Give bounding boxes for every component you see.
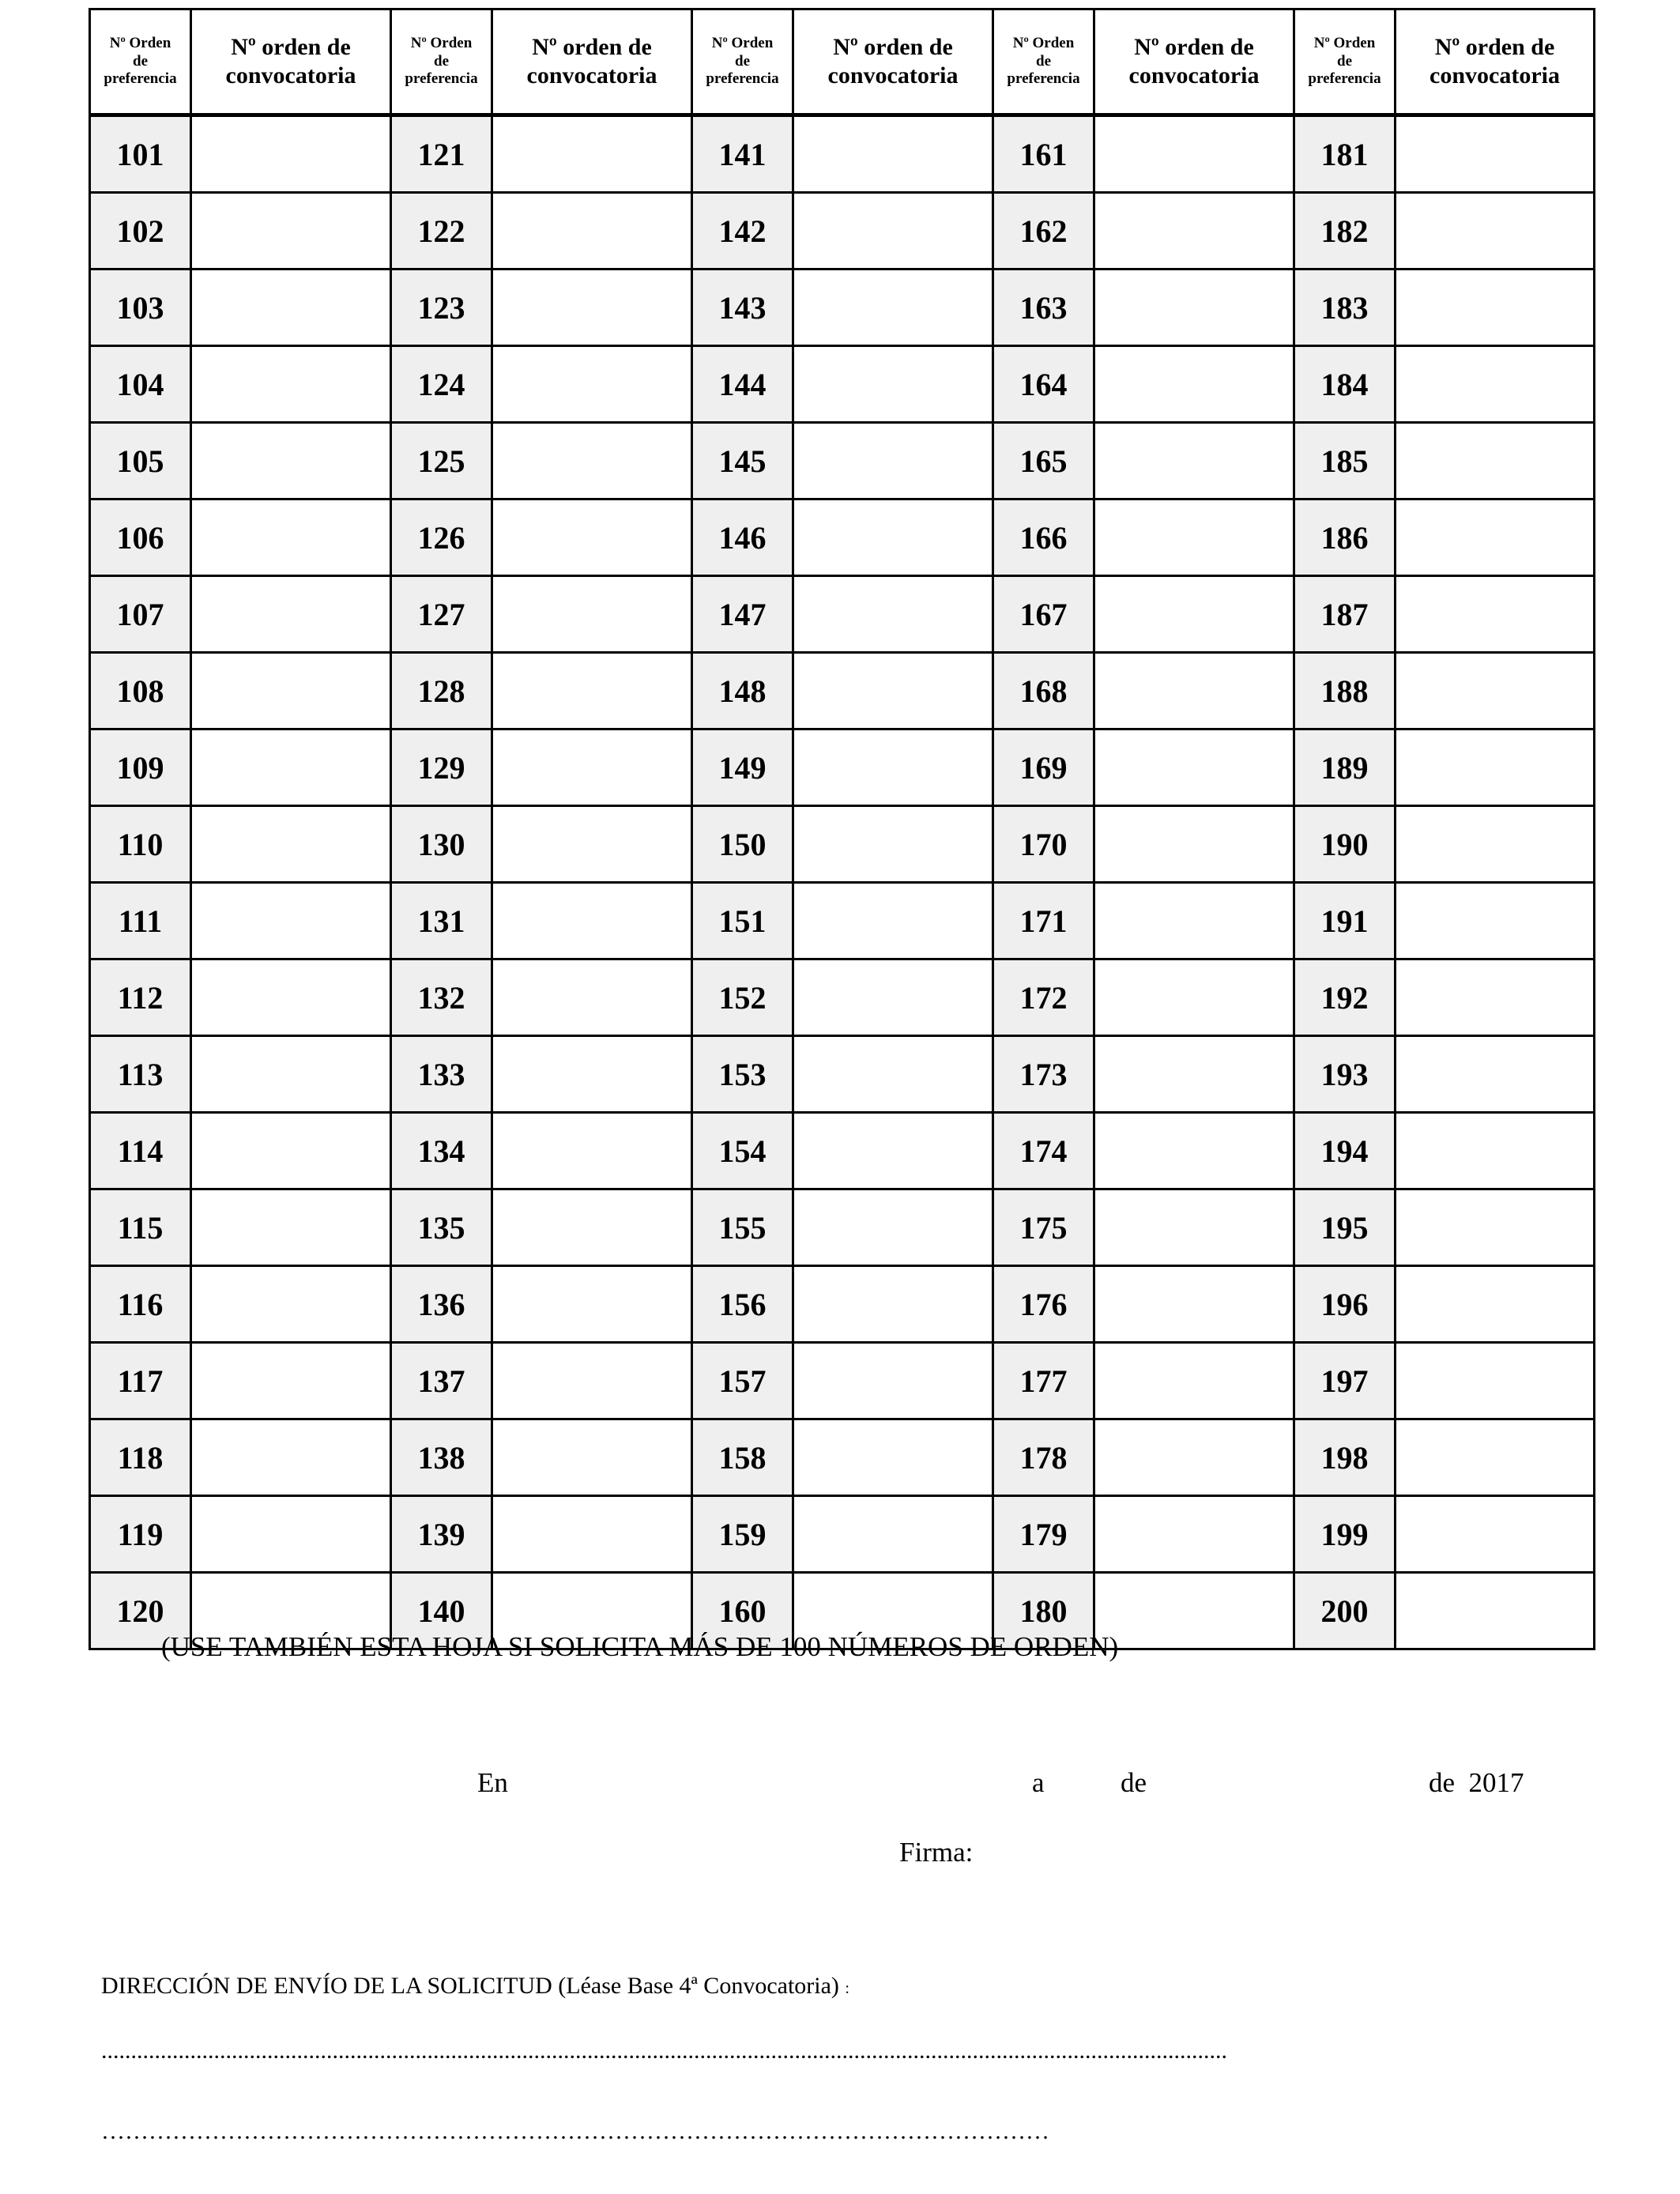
preference-number-cell: 101 [90,115,191,193]
convocatoria-entry-cell[interactable] [1094,653,1294,729]
table-row [90,1496,1595,1573]
preference-number-cell: 111 [90,883,191,959]
preference-number-cell: 168 [993,653,1094,729]
table-row [90,193,1595,270]
preference-number-cell: 122 [391,193,492,270]
table-row [90,270,1595,346]
convocatoria-entry-cell[interactable] [793,1419,993,1496]
table-row [90,115,1595,193]
preference-number-cell: 178 [993,1419,1094,1496]
preference-number-cell: 169 [993,729,1094,806]
convocatoria-entry-cell[interactable] [793,653,993,729]
header-orden-preferencia: Nº Orden de preferencia [90,9,191,115]
convocatoria-entry-cell[interactable] [191,115,391,193]
preference-number-cell: 130 [391,806,492,883]
convocatoria-entry-cell[interactable] [1094,1189,1294,1266]
preference-number-cell: 148 [692,653,793,729]
preference-number-cell: 103 [90,270,191,346]
preference-number-cell: 191 [1294,883,1396,959]
convocatoria-entry-cell[interactable] [191,806,391,883]
convocatoria-entry-cell[interactable] [492,115,692,193]
convocatoria-entry-cell[interactable] [1094,806,1294,883]
convocatoria-entry-cell[interactable] [793,423,993,499]
preference-number-cell: 170 [993,806,1094,883]
preference-number-cell: 140 [391,1573,492,1649]
preference-number-cell: 156 [692,1266,793,1343]
preference-number-cell: 184 [1294,346,1396,423]
convocatoria-entry-cell[interactable] [793,1036,993,1113]
preference-number-cell: 150 [692,806,793,883]
convocatoria-entry-cell[interactable] [1396,423,1595,499]
convocatoria-entry-cell[interactable] [1094,270,1294,346]
convocatoria-entry-cell[interactable] [492,1036,692,1113]
preference-number-cell: 136 [391,1266,492,1343]
convocatoria-entry-cell[interactable] [1396,1189,1595,1266]
preference-number-cell: 173 [993,1036,1094,1113]
convocatoria-entry-cell[interactable] [492,499,692,576]
preference-number-cell: 106 [90,499,191,576]
preference-number-cell: 123 [391,270,492,346]
convocatoria-entry-cell[interactable] [191,1343,391,1419]
convocatoria-entry-cell[interactable] [1396,653,1595,729]
convocatoria-entry-cell[interactable] [1396,1266,1595,1343]
convocatoria-entry-cell[interactable] [1094,1266,1294,1343]
preference-number-cell: 174 [993,1113,1094,1189]
convocatoria-entry-cell[interactable] [492,806,692,883]
table-row [90,1343,1595,1419]
preference-number-cell: 137 [391,1343,492,1419]
preference-number-cell: 181 [1294,115,1396,193]
convocatoria-entry-cell[interactable] [1396,270,1595,346]
convocatoria-entry-cell[interactable] [492,423,692,499]
table-row [90,883,1595,959]
header-orden-convocatoria: Nº orden de convocatoria [492,9,692,115]
convocatoria-entry-cell[interactable] [191,193,391,270]
table-row [90,1419,1595,1496]
table-header-row [90,9,1595,115]
table-row [90,806,1595,883]
preference-number-cell: 180 [993,1573,1094,1649]
convocatoria-entry-cell[interactable] [1396,883,1595,959]
preference-number-cell: 151 [692,883,793,959]
preference-number-cell: 177 [993,1343,1094,1419]
preference-number-cell: 125 [391,423,492,499]
preference-number-cell: 183 [1294,270,1396,346]
table-row [90,729,1595,806]
convocatoria-entry-cell[interactable] [191,1266,391,1343]
convocatoria-entry-cell[interactable] [492,1266,692,1343]
convocatoria-entry-cell[interactable] [793,576,993,653]
preference-number-cell: 129 [391,729,492,806]
preference-number-cell: 159 [692,1496,793,1573]
convocatoria-entry-cell[interactable] [793,499,993,576]
preference-number-cell: 124 [391,346,492,423]
convocatoria-entry-cell[interactable] [191,959,391,1036]
preference-number-cell: 139 [391,1496,492,1573]
convocatoria-entry-cell[interactable] [1094,115,1294,193]
header-orden-convocatoria: Nº orden de convocatoria [1094,9,1294,115]
preference-number-cell: 190 [1294,806,1396,883]
preference-table [89,8,1595,1650]
preference-number-cell: 160 [692,1573,793,1649]
preference-number-cell: 135 [391,1189,492,1266]
preference-number-cell: 197 [1294,1343,1396,1419]
convocatoria-entry-cell[interactable] [191,1036,391,1113]
preference-number-cell: 117 [90,1343,191,1419]
preference-number-cell: 179 [993,1496,1094,1573]
preference-number-cell: 195 [1294,1189,1396,1266]
preference-number-cell: 185 [1294,423,1396,499]
convocatoria-entry-cell[interactable] [191,653,391,729]
address-label-colon: : [845,1980,849,1997]
address-label-text: DIRECCIÓN DE ENVÍO DE LA SOLICITUD (Léase Base 4ª Convocatoria) [101,1973,839,1999]
convocatoria-entry-cell[interactable] [1396,959,1595,1036]
preference-number-cell: 189 [1294,729,1396,806]
convocatoria-entry-cell[interactable] [1396,1343,1595,1419]
preference-number-cell: 126 [391,499,492,576]
preference-number-cell: 114 [90,1113,191,1189]
convocatoria-entry-cell[interactable] [191,729,391,806]
convocatoria-entry-cell[interactable] [1094,193,1294,270]
convocatoria-entry-cell[interactable] [1094,959,1294,1036]
preference-number-cell: 133 [391,1036,492,1113]
convocatoria-entry-cell[interactable] [1396,1496,1595,1573]
preference-number-cell: 193 [1294,1036,1396,1113]
preference-number-cell: 200 [1294,1573,1396,1649]
preference-number-cell: 134 [391,1113,492,1189]
preference-number-cell: 144 [692,346,793,423]
preference-number-cell: 175 [993,1189,1094,1266]
convocatoria-entry-cell[interactable] [492,1343,692,1419]
preference-number-cell: 147 [692,576,793,653]
date-year-label: de 2017 [1429,1767,1524,1798]
convocatoria-entry-cell[interactable] [1094,1419,1294,1496]
preference-number-cell: 121 [391,115,492,193]
table-row [90,423,1595,499]
convocatoria-entry-cell[interactable] [1094,1573,1294,1649]
date-a-label: a [1032,1767,1045,1798]
convocatoria-entry-cell[interactable] [492,959,692,1036]
preference-number-cell: 182 [1294,193,1396,270]
preference-number-cell: 152 [692,959,793,1036]
preference-number-cell: 188 [1294,653,1396,729]
convocatoria-entry-cell[interactable] [1094,499,1294,576]
convocatoria-entry-cell[interactable] [492,883,692,959]
address-label [101,1973,849,2000]
header-orden-convocatoria: Nº orden de convocatoria [1396,9,1595,115]
preference-number-cell: 167 [993,576,1094,653]
convocatoria-entry-cell[interactable] [793,883,993,959]
preference-number-cell: 132 [391,959,492,1036]
preference-number-cell: 196 [1294,1266,1396,1343]
convocatoria-entry-cell[interactable] [1094,576,1294,653]
convocatoria-entry-cell[interactable] [793,1113,993,1189]
convocatoria-entry-cell[interactable] [1094,883,1294,959]
convocatoria-entry-cell[interactable] [492,653,692,729]
convocatoria-entry-cell[interactable] [191,1419,391,1496]
preference-number-cell: 192 [1294,959,1396,1036]
convocatoria-entry-cell[interactable] [492,729,692,806]
convocatoria-entry-cell[interactable] [1094,346,1294,423]
preference-number-cell: 161 [993,115,1094,193]
convocatoria-entry-cell[interactable] [1396,806,1595,883]
convocatoria-entry-cell[interactable] [1396,499,1595,576]
convocatoria-entry-cell[interactable] [191,423,391,499]
convocatoria-entry-cell[interactable] [793,1189,993,1266]
convocatoria-entry-cell[interactable] [1094,1036,1294,1113]
preference-number-cell: 186 [1294,499,1396,576]
preference-number-cell: 131 [391,883,492,959]
convocatoria-entry-cell[interactable] [492,576,692,653]
preference-number-cell: 138 [391,1419,492,1496]
table-row [90,959,1595,1036]
header-orden-preferencia: Nº Orden de preferencia [1294,9,1396,115]
preference-number-cell: 154 [692,1113,793,1189]
preference-number-cell: 108 [90,653,191,729]
convocatoria-entry-cell[interactable] [793,193,993,270]
header-orden-convocatoria: Nº orden de convocatoria [793,9,993,115]
convocatoria-entry-cell[interactable] [1396,115,1595,193]
preference-number-cell: 153 [692,1036,793,1113]
table-row [90,576,1595,653]
preference-number-cell: 164 [993,346,1094,423]
convocatoria-entry-cell[interactable] [492,270,692,346]
convocatoria-entry-cell[interactable] [492,1419,692,1496]
date-en-label: En [477,1767,508,1798]
preference-number-cell: 176 [993,1266,1094,1343]
preference-number-cell: 115 [90,1189,191,1266]
convocatoria-entry-cell[interactable] [1396,729,1595,806]
preference-number-cell: 142 [692,193,793,270]
preference-number-cell: 163 [993,270,1094,346]
preference-number-cell: 149 [692,729,793,806]
preference-number-cell: 199 [1294,1496,1396,1573]
preference-number-cell: 194 [1294,1113,1396,1189]
table-row [90,1113,1595,1189]
table-row [90,653,1595,729]
convocatoria-entry-cell[interactable] [1396,1113,1595,1189]
preference-number-cell: 141 [692,115,793,193]
preference-number-cell: 110 [90,806,191,883]
preference-number-cell: 116 [90,1266,191,1343]
preference-number-cell: 165 [993,423,1094,499]
convocatoria-entry-cell[interactable] [793,1343,993,1419]
convocatoria-entry-cell[interactable] [793,346,993,423]
convocatoria-entry-cell[interactable] [492,346,692,423]
convocatoria-entry-cell[interactable] [191,1113,391,1189]
convocatoria-entry-cell[interactable] [1396,1419,1595,1496]
table-row [90,499,1595,576]
preference-number-cell: 128 [391,653,492,729]
preference-number-cell: 187 [1294,576,1396,653]
convocatoria-entry-cell[interactable] [492,1189,692,1266]
convocatoria-entry-cell[interactable] [1094,1496,1294,1573]
preference-number-cell: 105 [90,423,191,499]
header-orden-preferencia: Nº Orden de preferencia [993,9,1094,115]
convocatoria-entry-cell[interactable] [1094,1113,1294,1189]
preference-number-cell: 104 [90,346,191,423]
convocatoria-entry-cell[interactable] [191,883,391,959]
preference-number-cell: 119 [90,1496,191,1573]
date-de-label: de [1121,1767,1147,1798]
convocatoria-entry-cell[interactable] [1396,1036,1595,1113]
preference-number-cell: 120 [90,1573,191,1649]
convocatoria-entry-cell[interactable] [492,1496,692,1573]
convocatoria-entry-cell[interactable] [793,729,993,806]
address-line-1[interactable]: .............................................................................................................................................................................................. [101,2038,1227,2064]
convocatoria-entry-cell[interactable] [1396,1573,1595,1649]
preference-number-cell: 143 [692,270,793,346]
preference-number-cell: 102 [90,193,191,270]
convocatoria-entry-cell[interactable] [191,1189,391,1266]
table-row [90,1189,1595,1266]
convocatoria-entry-cell[interactable] [1094,729,1294,806]
convocatoria-entry-cell[interactable] [191,270,391,346]
convocatoria-entry-cell[interactable] [1396,193,1595,270]
header-orden-preferencia: Nº Orden de preferencia [692,9,793,115]
convocatoria-entry-cell[interactable] [1396,346,1595,423]
table-row [90,1266,1595,1343]
preference-number-cell: 112 [90,959,191,1036]
convocatoria-entry-cell[interactable] [1094,1343,1294,1419]
convocatoria-entry-cell[interactable] [793,115,993,193]
convocatoria-entry-cell[interactable] [191,499,391,576]
convocatoria-entry-cell[interactable] [191,1496,391,1573]
preference-number-cell: 171 [993,883,1094,959]
preference-number-cell: 157 [692,1343,793,1419]
preference-number-cell: 166 [993,499,1094,576]
convocatoria-entry-cell[interactable] [191,346,391,423]
preference-number-cell: 145 [692,423,793,499]
header-orden-preferencia: Nº Orden de preferencia [391,9,492,115]
table-row [90,346,1595,423]
convocatoria-entry-cell[interactable] [492,1113,692,1189]
preference-number-cell: 127 [391,576,492,653]
preference-number-cell: 113 [90,1036,191,1113]
preference-number-cell: 146 [692,499,793,576]
convocatoria-entry-cell[interactable] [492,193,692,270]
signature-label: Firma: [899,1837,974,1868]
preference-number-cell: 118 [90,1419,191,1496]
table-row [90,1036,1595,1113]
convocatoria-entry-cell[interactable] [1396,576,1595,653]
usage-note: (USE TAMBIÉN ESTA HOJA SI SOLICITA MÁS DE 100 NÚMEROS DE ORDEN) [161,1631,1119,1662]
preference-number-cell: 162 [993,193,1094,270]
convocatoria-entry-cell[interactable] [793,1266,993,1343]
address-line-2[interactable]: ………………………………………………………………………………………………………… [101,2118,1049,2144]
convocatoria-entry-cell[interactable] [793,1496,993,1573]
preference-number-cell: 158 [692,1419,793,1496]
convocatoria-entry-cell[interactable] [1094,423,1294,499]
convocatoria-entry-cell[interactable] [191,576,391,653]
table-body [90,115,1595,1649]
convocatoria-entry-cell[interactable] [793,806,993,883]
preference-number-cell: 198 [1294,1419,1396,1496]
header-orden-convocatoria: Nº orden de convocatoria [191,9,391,115]
preference-number-cell: 155 [692,1189,793,1266]
convocatoria-entry-cell[interactable] [793,959,993,1036]
convocatoria-entry-cell[interactable] [793,270,993,346]
preference-number-cell: 107 [90,576,191,653]
preference-number-cell: 109 [90,729,191,806]
preference-number-cell: 172 [993,959,1094,1036]
